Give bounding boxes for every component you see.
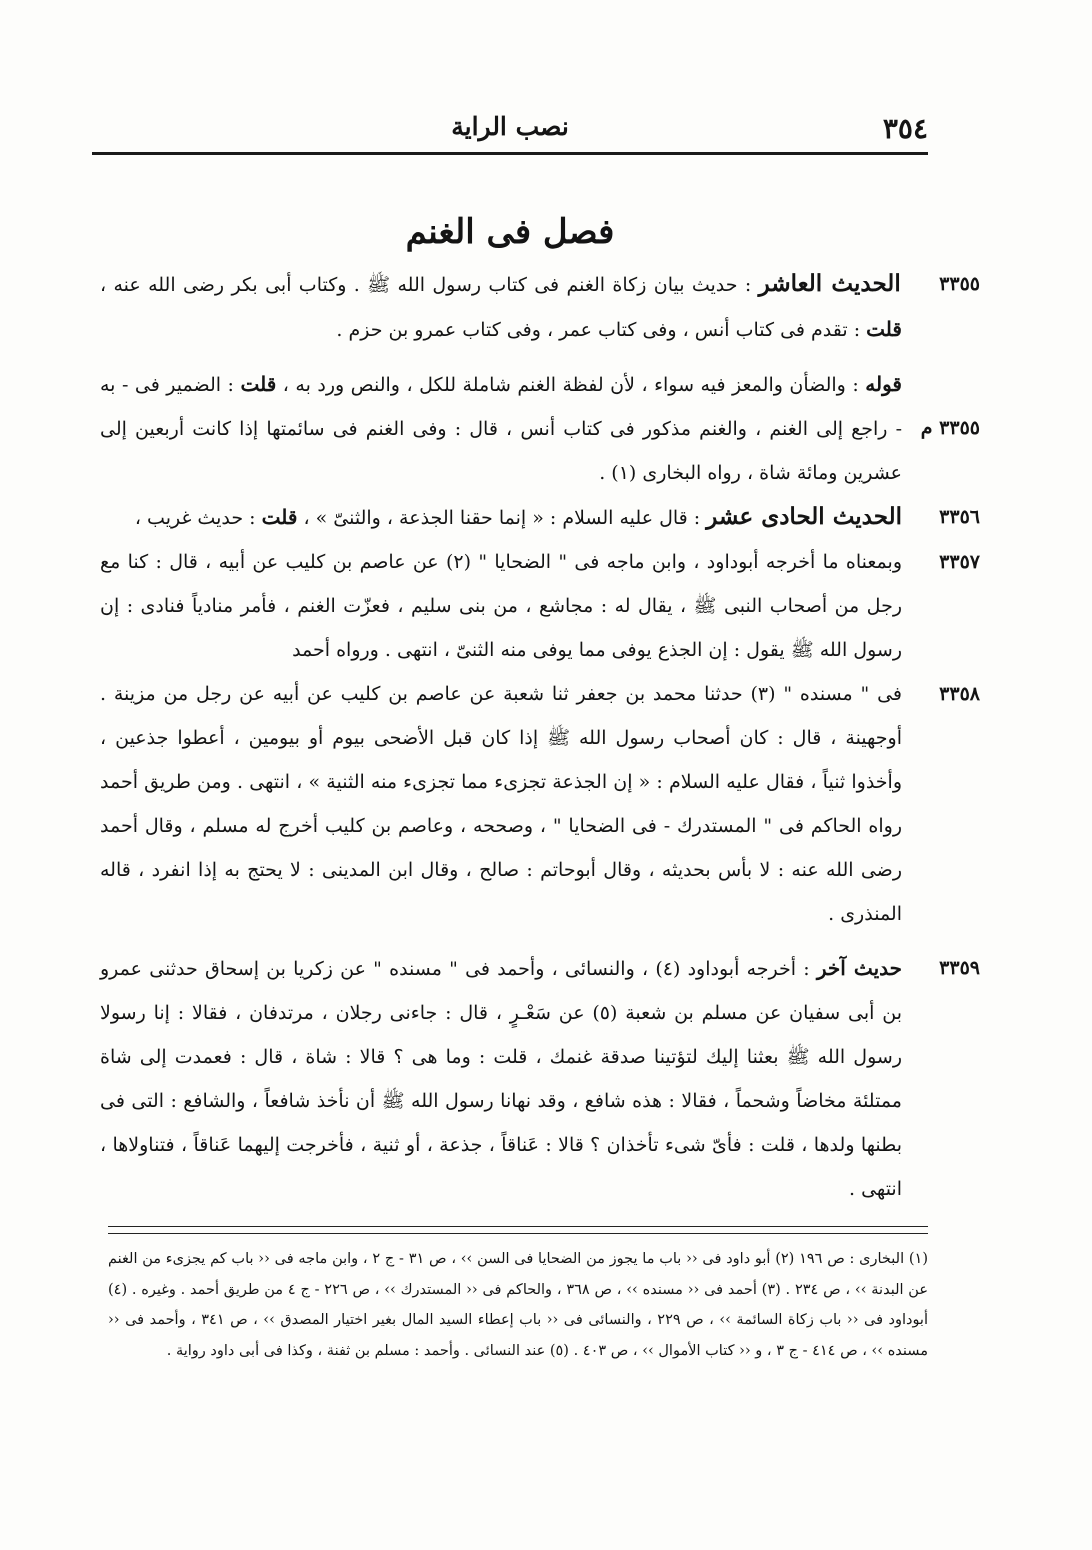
hadith-text: فى " مسنده " (٣) حدثنا محمد بن جعفر ثنا شعبة عن عاصم بن كليب عن أبيه عن رجل من مزينة . أوجهينة ، قال : كان أصحاب رسول الله ﷺ إذا كان قبل الأضحى بيوم أو بيومين ، أعطوا جذعين ، وأخذوا ثنياً ، فقال عليه السلام : « إن الجذعة تجزىء مما تجزىء منه الثنية » ، انتهى . ومن طريق أحمد رواه الحاكم فى " المستدرك - فى الضحايا " ، وصححه ، وعاصم بن كليب أخرج له مسلم ، وقال أحمد رضى الله عنه : لا بأس بحديثه ، وقال أبوحاتم : صالح ، وقال ابن المدينى : لا يحتج به إذا انفرد ، قاله المنذرى . xyxy=(100,683,903,925)
hadith-heading: حديث آخر xyxy=(816,956,903,980)
footnote-text: (١) البخارى : ص ١٩٦ (٢) أبو داود فى ‹‹ باب ما يجوز من الضحايا فى السن ›› ، ص ٣١ - ج ٢ ، وابن ماجه فى ‹‹ باب كم يجزىء من الغنم عن البدنة ›› ، ص ٢٣٤ . (٣) أحمد فى ‹‹ مسنده ›› ، ص ٣٦٨ ، والحاكم فى ‹‹ المستدرك ›› ، ص ٢٢٦ - ج ٤ من طريق أحمد . وغيره . (٤) أبوداود فى ‹‹ باب زكاة السائمة ›› ، ص ٢٢٩ ، والنسائى فى ‹‹ باب إعطاء السيد المال بغير اختيار المصدق ›› ، ص ٣٤١ ، وأحمد فى ‹‹ مسنده ›› ، ص ٤١٤ - ج ٣ ، و ‹‹ كتاب الأموال ›› ، ص ٤٠٣ . (٥) عند النسائى . وأحمد : مسلم بن ثفنة ، وكذا فى أبى داود رواية . xyxy=(108,1251,929,1359)
hadith-text: : والضأن والمعز فيه سواء ، لأن لفظة الغنم شاملة للكل ، والنص ورد به ، xyxy=(276,374,859,396)
hadith-text: : قال عليه السلام : « إنما حقنا الجذعة ، والثنىّ » ، xyxy=(297,507,701,529)
section-title: فصل فى الغنم xyxy=(405,212,615,252)
hadith-number: ٣٣٥٧ xyxy=(939,551,980,573)
hadith-number: ٣٣٥٨ xyxy=(939,683,980,705)
hadith-3355 xyxy=(100,262,980,352)
hadith-heading: الحديث الحادى عشر xyxy=(706,503,902,530)
footnote-separator xyxy=(108,1226,928,1234)
hadith-number: ٣٣٥٥ م xyxy=(920,417,980,439)
hadith-3357 xyxy=(100,540,980,672)
hadith-3359 xyxy=(100,946,980,1211)
page-number: ٣٥٤ xyxy=(882,112,928,145)
hadith-3355m xyxy=(100,362,980,495)
running-title: نصب الراية xyxy=(451,112,569,141)
hadith-number: ٣٣٥٩ xyxy=(939,957,980,979)
hadith-text-continued: : حديث غريب ، xyxy=(134,507,256,529)
page-header xyxy=(92,108,928,150)
body-text xyxy=(100,262,980,1211)
hadith-text-continued: : الضمير فى - به - راجع إلى الغنم ، والغنم مذكور فى كتاب أنس ، قال : وفى الغنم فى سائمتها إذا كانت أربعين إلى عشرين ومائة شاة ، رواه البخارى (١) . xyxy=(100,374,902,484)
hadith-number: ٣٣٥٥ xyxy=(939,273,980,295)
qultu-keyword: قلت xyxy=(866,317,902,341)
hadith-3358 xyxy=(100,672,980,936)
hadith-number: ٣٣٥٦ xyxy=(939,506,980,528)
footnotes xyxy=(108,1244,928,1366)
hadith-text-continued: : تقدم فى كتاب أنس ، وفى كتاب عمر ، وفى كتاب عمرو بن حزم . xyxy=(336,319,861,341)
hadith-text: : حديث بيان زكاة الغنم فى كتاب رسول الله ﷺ . وكتاب أبى بكر رضى الله عنه ، xyxy=(100,274,752,296)
qultu-keyword: قلت xyxy=(261,505,298,529)
qawluhu-keyword: قوله xyxy=(865,372,902,396)
header-rule xyxy=(92,152,928,155)
hadith-heading: الحديث العاشر xyxy=(758,270,901,297)
hadith-3356 xyxy=(100,495,980,540)
qultu-keyword: قلت xyxy=(240,372,277,396)
hadith-text: : أخرجه أبوداود (٤) ، والنسائى ، وأحمد فى " مسنده " عن زكريا بن إسحاق حدثنى عمرو بن أبى سفيان عن مسلم بن شعبة (٥) عن سَعْـرٍ ، قال : جاءنى رجلان ، مرتدفان ، فقالا : إنا رسولا رسول الله ﷺ بعثنا إليك لتؤتينا صدقة غنمك ، قلت : وما هى ؟ قالا : شاة ، قال : فعمدت إلى شاة ممتلئة مخاضاً وشحماً ، فقالا : هذه شافع ، وقد نهانا رسول الله ﷺ أن نأخذ شافعاً ، والشافع : التى فى بطنها ولدها ، قلت : فأىّ شىء تأخذان ؟ قالا : عَناقاً ، جذعة ، أو ثنية ، فأخرجت إليهما عَناقاً ، فتناولاها ، انتهى . xyxy=(100,958,902,1200)
hadith-text: وبمعناه ما أخرجه أبوداود ، وابن ماجه فى " الضحايا " (٢) عن عاصم بن كليب عن أبيه ، قال : كنا مع رجل من أصحاب النبى ﷺ ، يقال له : مجاشع ، من بنى سليم ، فعزّت الغنم ، فأمر منادياً فنادى : إن رسول الله ﷺ يقول : إن الجذع يوفى مما يوفى منه الثنىّ ، انتهى . ورواه أحمد xyxy=(100,551,902,661)
